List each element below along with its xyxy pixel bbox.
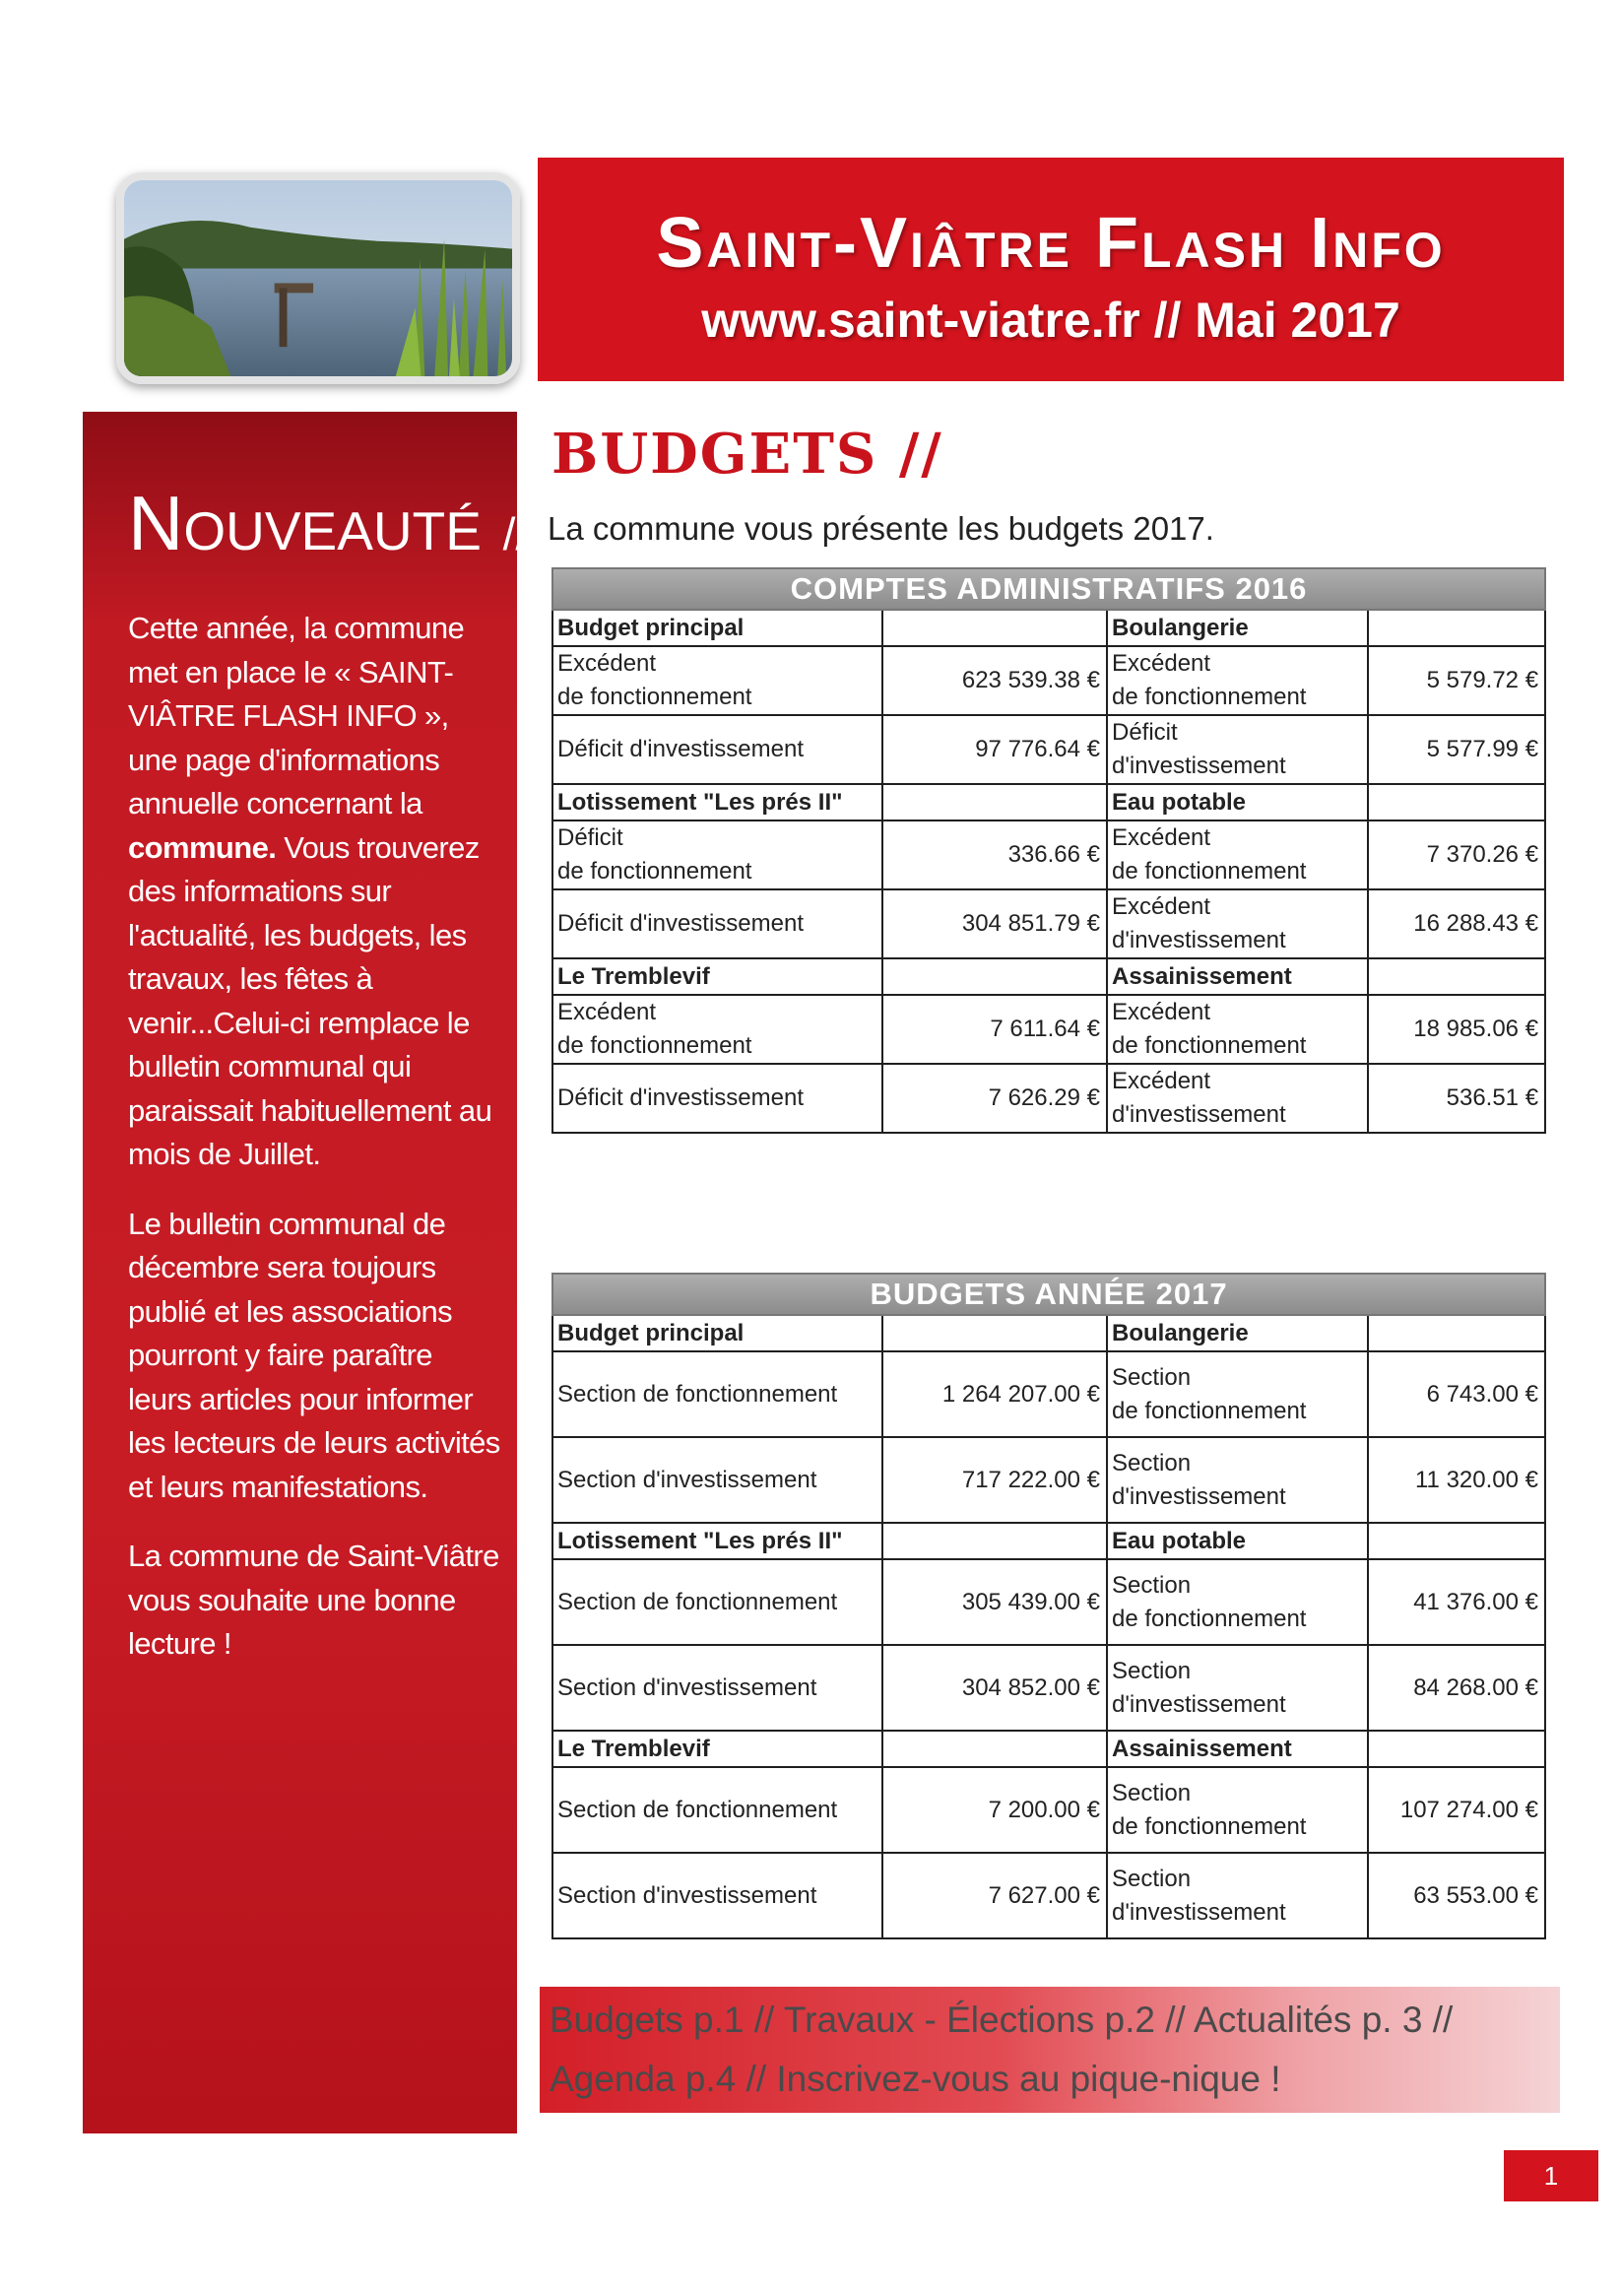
row-label-right-line-2: de fonctionnement xyxy=(1112,1812,1307,1840)
group-title-right: Assainissement xyxy=(1107,958,1368,995)
table-caption: COMPTES ADMINISTRATIFS 2016 xyxy=(552,568,1545,610)
row-amount-left: 7 611.64 € xyxy=(882,995,1107,1064)
table-row xyxy=(552,1064,1545,1133)
row-label-right-line-1: Déficit xyxy=(1112,719,1178,746)
sidebar-p1-post: Vous trouverez des informations sur l'actualité, les budgets, les travaux, les fêtes à venir...Celui-ci remplace le bulletin communal qui paraissait habituellement au mois de Juillet. xyxy=(128,829,492,1171)
row-label-right xyxy=(1107,646,1368,715)
masthead-title: Saint-Viâtre Flash Info xyxy=(656,204,1446,283)
row-label-left-line-1: Section de fonctionnement xyxy=(557,1588,838,1615)
row-label-left-line-1: Section de fonctionnement xyxy=(557,1380,838,1408)
table-group-header xyxy=(552,784,1545,820)
group-blank-left xyxy=(882,1731,1107,1767)
group-title-right: Boulangerie xyxy=(1107,610,1368,646)
table-row xyxy=(552,820,1545,889)
sidebar-title-text: Nouveauté xyxy=(128,480,482,566)
table-group-header xyxy=(552,1731,1545,1767)
sidebar-p1-bold: commune. xyxy=(128,829,277,865)
row-label-left xyxy=(552,1645,882,1731)
group-blank-left xyxy=(882,1315,1107,1351)
row-amount-left: 97 776.64 € xyxy=(882,715,1107,784)
row-label-right-line-2: de fonctionnement xyxy=(1112,1605,1307,1632)
group-blank-left xyxy=(882,1523,1107,1559)
row-amount-left: 7 200.00 € xyxy=(882,1767,1107,1853)
row-amount-right: 63 553.00 € xyxy=(1368,1853,1545,1938)
table-caption: BUDGETS ANNÉE 2017 xyxy=(552,1274,1545,1315)
row-label-right-line-1: Section xyxy=(1112,1865,1192,1892)
sidebar-p1-pre: Cette année, la commune met en place le « SAINT-VIÂTRE FLASH INFO », une page d'informations annuelle concernant la xyxy=(128,611,465,820)
table-group-header xyxy=(552,610,1545,646)
group-blank-right xyxy=(1368,1731,1545,1767)
group-blank-right xyxy=(1368,610,1545,646)
row-amount-left: 336.66 € xyxy=(882,820,1107,889)
table-row xyxy=(552,1645,1545,1731)
section-intro: La commune vous présente les budgets 2017. xyxy=(548,510,1214,547)
group-title-left: Budget principal xyxy=(552,610,882,646)
row-label-left xyxy=(552,1767,882,1853)
row-label-right xyxy=(1107,820,1368,889)
table-budgets-2017 xyxy=(551,1273,1546,1939)
group-title-left: Lotissement "Les prés II" xyxy=(552,784,882,820)
row-label-left-line-1: Section d'investissement xyxy=(557,1673,817,1701)
contents-banner xyxy=(540,1987,1560,2113)
row-label-right-line-2: de fonctionnement xyxy=(1112,858,1307,885)
group-blank-right xyxy=(1368,958,1545,995)
row-label-right-line-1: Section xyxy=(1112,1363,1192,1391)
row-label-right-line-1: Section xyxy=(1112,1571,1192,1599)
row-amount-left: 304 851.79 € xyxy=(882,889,1107,958)
header-photo xyxy=(116,172,520,384)
table-row xyxy=(552,1559,1545,1645)
table-row xyxy=(552,646,1545,715)
table-row xyxy=(552,1767,1545,1853)
table-group-header xyxy=(552,1315,1545,1351)
masthead-subtitle: www.saint-viatre.fr // Mai 2017 xyxy=(701,293,1400,348)
row-amount-left: 304 852.00 € xyxy=(882,1645,1107,1731)
table-row xyxy=(552,1853,1545,1938)
group-blank-right xyxy=(1368,1523,1545,1559)
row-label-left xyxy=(552,1351,882,1437)
row-label-right xyxy=(1107,715,1368,784)
contents-banner-text: Budgets p.1 // Travaux - Élections p.2 // Actualités p. 3 // Agenda p.4 // Inscrivez-vous au pique-nique ! xyxy=(550,2000,1454,2099)
sidebar-paragraph-3: La commune de Saint-Viâtre vous souhaite une bonne lecture ! xyxy=(128,1539,499,1661)
lake-landscape-image xyxy=(124,180,512,376)
masthead xyxy=(538,158,1564,381)
group-blank-left xyxy=(882,784,1107,820)
row-label-right-line-2: de fonctionnement xyxy=(1112,684,1307,710)
group-title-right: Eau potable xyxy=(1107,784,1368,820)
table-caption-row xyxy=(552,1274,1545,1315)
row-label-right-line-2: d'investissement xyxy=(1112,1482,1286,1510)
row-label-right-line-2: d'investissement xyxy=(1112,753,1286,779)
row-label-left xyxy=(552,820,882,889)
row-label-right-line-2: d'investissement xyxy=(1112,1898,1286,1926)
row-amount-right: 18 985.06 € xyxy=(1368,995,1545,1064)
row-label-right-line-2: d'investissement xyxy=(1112,927,1286,953)
row-amount-right: 536.51 € xyxy=(1368,1064,1545,1133)
row-amount-right: 11 320.00 € xyxy=(1368,1437,1545,1523)
group-title-right: Boulangerie xyxy=(1107,1315,1368,1351)
table-row xyxy=(552,995,1545,1064)
group-blank-left xyxy=(882,610,1107,646)
sidebar-title-slash: // xyxy=(502,508,529,559)
row-label-left xyxy=(552,1437,882,1523)
sidebar-nouveaute xyxy=(83,412,529,2133)
row-label-right xyxy=(1107,1767,1368,1853)
row-label-right-line-1: Excédent xyxy=(1112,824,1211,851)
row-amount-right: 16 288.43 € xyxy=(1368,889,1545,958)
group-title-left: Le Tremblevif xyxy=(552,958,882,995)
row-label-left-line-1: Excédent xyxy=(557,999,657,1025)
row-label-left-line-1: Déficit d'investissement xyxy=(557,1084,805,1111)
row-label-left xyxy=(552,1064,882,1133)
row-amount-right: 84 268.00 € xyxy=(1368,1645,1545,1731)
table-comptes-administratifs xyxy=(551,567,1546,1134)
row-amount-right: 5 577.99 € xyxy=(1368,715,1545,784)
row-label-right xyxy=(1107,1645,1368,1731)
group-blank-right xyxy=(1368,1315,1545,1351)
row-amount-right: 107 274.00 € xyxy=(1368,1767,1545,1853)
section-title: BUDGETS // xyxy=(551,422,943,487)
group-title-right: Assainissement xyxy=(1107,1731,1368,1767)
row-amount-right: 6 743.00 € xyxy=(1368,1351,1545,1437)
group-title-left: Budget principal xyxy=(552,1315,882,1351)
row-label-left-line-2: de fonctionnement xyxy=(557,684,752,710)
group-title-left: Lotissement "Les prés II" xyxy=(552,1523,882,1559)
table-row xyxy=(552,1351,1545,1437)
sidebar-paragraph-2: Le bulletin communal de décembre sera toujours publié et les associations pourront y faire paraître leurs articles pour informer les lecteurs de leurs activités et leurs manifestations. xyxy=(128,1206,500,1504)
row-amount-left: 7 627.00 € xyxy=(882,1853,1107,1938)
row-label-right xyxy=(1107,889,1368,958)
row-label-right-line-1: Excédent xyxy=(1112,1068,1211,1094)
row-label-left-line-2: de fonctionnement xyxy=(557,858,752,885)
row-label-left-line-1: Section de fonctionnement xyxy=(557,1796,838,1823)
row-label-right xyxy=(1107,1559,1368,1645)
row-label-right-line-2: de fonctionnement xyxy=(1112,1397,1307,1424)
row-label-right-line-2: d'investissement xyxy=(1112,1690,1286,1718)
row-label-right xyxy=(1107,1064,1368,1133)
table-caption-row xyxy=(552,568,1545,610)
row-label-right-line-1: Excédent xyxy=(1112,999,1211,1025)
row-label-right-line-1: Section xyxy=(1112,1779,1192,1806)
row-amount-left: 717 222.00 € xyxy=(882,1437,1107,1523)
row-label-left-line-1: Section d'investissement xyxy=(557,1466,817,1493)
row-label-left xyxy=(552,715,882,784)
table-row xyxy=(552,889,1545,958)
sidebar-title xyxy=(128,479,528,568)
row-label-left xyxy=(552,1853,882,1938)
sidebar-body xyxy=(128,607,502,1692)
group-blank-left xyxy=(882,958,1107,995)
group-title-left: Le Tremblevif xyxy=(552,1731,882,1767)
row-label-left-line-1: Déficit d'investissement xyxy=(557,736,805,762)
row-label-right-line-2: de fonctionnement xyxy=(1112,1032,1307,1059)
page-number: 1 xyxy=(1504,2150,1598,2201)
table-group-header xyxy=(552,958,1545,995)
row-label-right-line-1: Section xyxy=(1112,1449,1192,1476)
row-label-right-line-1: Excédent xyxy=(1112,650,1211,677)
row-label-left xyxy=(552,889,882,958)
sidebar-paragraph-1 xyxy=(128,607,502,1177)
row-label-right xyxy=(1107,995,1368,1064)
row-label-right xyxy=(1107,1853,1368,1938)
row-amount-left: 305 439.00 € xyxy=(882,1559,1107,1645)
row-label-right-line-1: Section xyxy=(1112,1657,1192,1684)
row-label-right xyxy=(1107,1351,1368,1437)
row-label-left xyxy=(552,646,882,715)
row-label-right xyxy=(1107,1437,1368,1523)
table-row xyxy=(552,1437,1545,1523)
table-row xyxy=(552,715,1545,784)
row-amount-left: 1 264 207.00 € xyxy=(882,1351,1107,1437)
group-blank-right xyxy=(1368,784,1545,820)
row-amount-right: 5 579.72 € xyxy=(1368,646,1545,715)
row-label-left-line-1: Excédent xyxy=(557,650,657,677)
row-label-left-line-2: de fonctionnement xyxy=(557,1032,752,1059)
group-title-right: Eau potable xyxy=(1107,1523,1368,1559)
table-group-header xyxy=(552,1523,1545,1559)
row-label-left-line-1: Déficit xyxy=(557,824,623,851)
row-amount-left: 623 539.38 € xyxy=(882,646,1107,715)
row-amount-right: 41 376.00 € xyxy=(1368,1559,1545,1645)
row-amount-right: 7 370.26 € xyxy=(1368,820,1545,889)
row-label-left-line-1: Déficit d'investissement xyxy=(557,910,805,937)
row-label-left xyxy=(552,1559,882,1645)
row-label-right-line-1: Excédent xyxy=(1112,893,1211,920)
row-label-left-line-1: Section d'investissement xyxy=(557,1881,817,1909)
row-label-left xyxy=(552,995,882,1064)
row-amount-left: 7 626.29 € xyxy=(882,1064,1107,1133)
row-label-right-line-2: d'investissement xyxy=(1112,1101,1286,1128)
